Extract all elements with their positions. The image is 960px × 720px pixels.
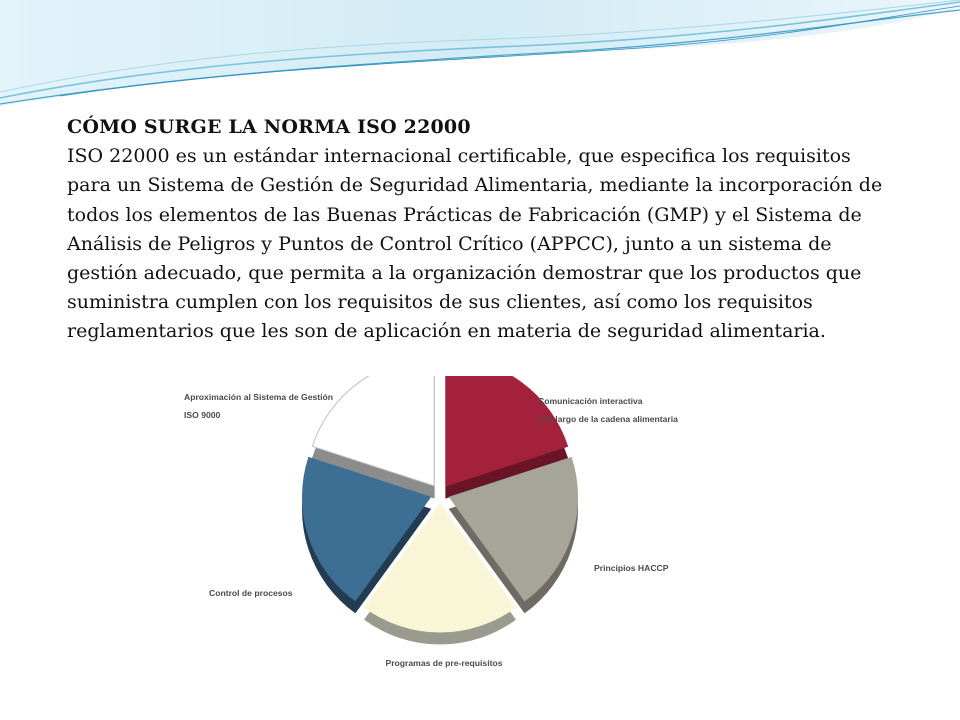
pie-label-haccp: Principios HACCP — [594, 563, 669, 573]
pie-chart — [174, 376, 762, 674]
pie-chart-container — [174, 376, 762, 674]
slide-paragraph: ISO 22000 es un estándar internacional certificable, que especifica los requisitos para un Sistema de Gestión de Seguridad Alimentaria, mediante la incorporación de todos los elementos de las Buenas Prácticas de Fabricación (GMP) y el Sistema de Análisis de Peligros y Puntos de Control Crítico (APPCC), junto a un sistema de gestión adecuado, que permita a la organización demostrar que los productos que suministra cumplen con los requisitos de sus clientes, así como los requisitos reglamentarios que les son de aplicación en materia de seguridad alimentaria. — [67, 145, 883, 343]
pie-label-prerequisitos: Programas de pre-requisitos — [385, 658, 503, 668]
pie-label-comunicacion-line-2: a lo largo de la cadena alimentaria — [538, 414, 678, 424]
slide-title: CÓMO SURGE LA NORMA ISO 22000 — [67, 116, 471, 138]
slide-text-block — [67, 113, 897, 347]
pie-label-comunicacion: Comunicación interactiva — [538, 396, 643, 406]
pie-label-iso9000: Aproximación al Sistema de Gestión — [184, 392, 334, 402]
pie-label-control-procesos: Control de procesos — [209, 588, 293, 598]
pie-label-iso9000-line-2: ISO 9000 — [184, 410, 221, 420]
header-wave-decoration — [0, 0, 960, 110]
